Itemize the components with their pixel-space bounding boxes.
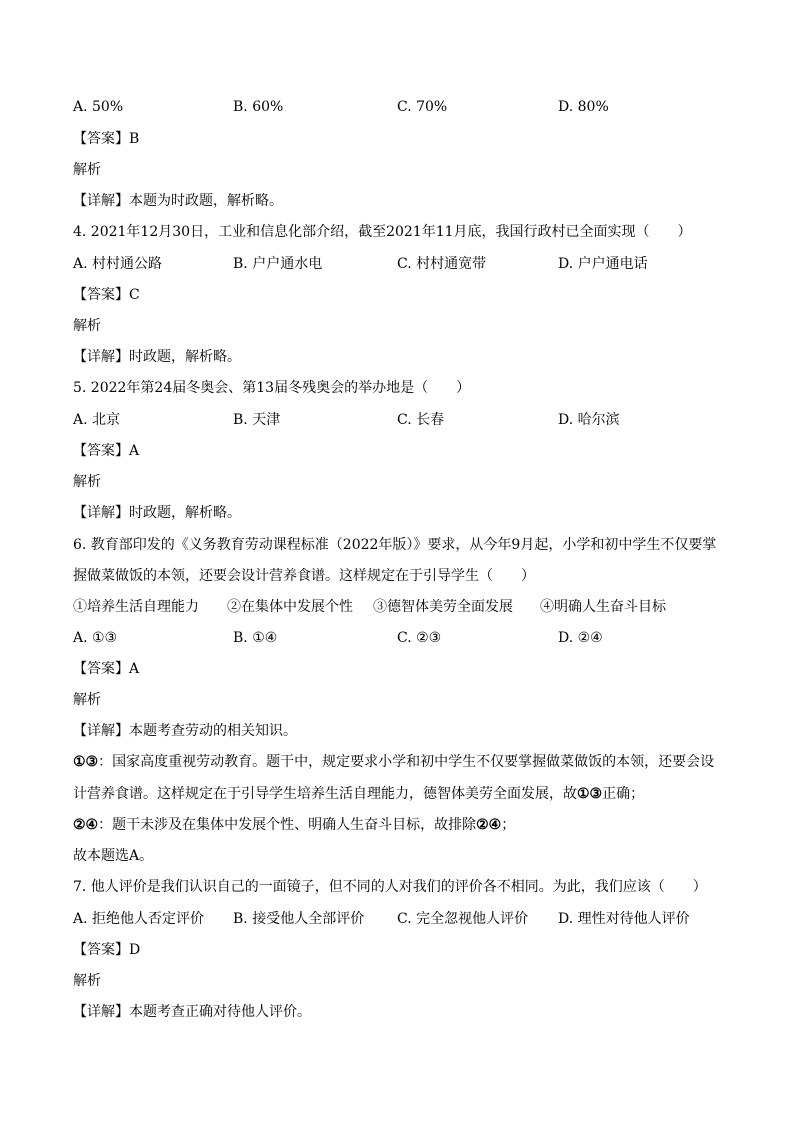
q5-stem: 5. 2022年第24届冬奥会、第13届冬残奥会的举办地是（ ） [73, 380, 471, 396]
q6-option-d: D. ②④ [558, 630, 603, 646]
q3-answer [73, 129, 139, 149]
explanation-text: 正确； [602, 786, 645, 802]
q5-option-c: C. 长春 [397, 412, 445, 428]
q6-option-a: A. ①③ [73, 630, 118, 646]
q7-analysis: 解析 [73, 973, 101, 989]
q7-detail [73, 1002, 311, 1022]
q4-detail [73, 347, 241, 367]
q7-stem: 7. 他人评价是我们认识自己的一面镜子，但不同的人对我们的评价各不相同。为此，我们应该（ ） [73, 879, 707, 895]
q7-option-c: C. 完全忽视他人评价 [397, 911, 529, 927]
detail-text: 本题考查正确对待他人评价。 [129, 1004, 311, 1020]
q6-explanation-line3 [73, 815, 515, 835]
q7-answer [73, 940, 140, 960]
q3-detail [73, 191, 283, 211]
detail-text: 本题为时政题，解析略。 [129, 193, 283, 209]
q4-option-d: D. 户户通电话 [558, 256, 648, 272]
statement-key: ②④ [73, 817, 99, 833]
q6-answer [73, 659, 139, 679]
explanation-text: ：国家高度重视劳动教育。题干中，规定要求小学和初中学生不仅要掌握做菜做饭的本领，还要会设 [98, 754, 715, 770]
detail-label: 【详解】 [73, 723, 129, 739]
answer-value: A [129, 661, 140, 677]
q6-analysis: 解析 [73, 692, 101, 708]
q4-option-c: C. 村村通宽带 [397, 256, 487, 272]
q4-stem: 4. 2021年12月30日，工业和信息化部介绍，截至2021年11月底，我国行政村已全面实现（ ） [73, 224, 692, 240]
detail-label: 【详解】 [73, 349, 129, 365]
q3-option-d: D. 80% [558, 99, 609, 115]
q6-explanation-line1 [73, 752, 714, 772]
q6-statement-4: ④明确人生奋斗目标 [540, 599, 666, 615]
q6-option-b: B. ①④ [233, 630, 278, 646]
q4-option-b: B. 户户通水电 [233, 256, 323, 272]
detail-label: 【详解】 [73, 505, 129, 521]
detail-text: 时政题，解析略。 [129, 349, 241, 365]
q3-option-b: B. 60% [233, 99, 284, 115]
q3-option-a: A. 50% [73, 99, 124, 115]
statement-key: ②④ [476, 817, 502, 833]
q6-explanation-line2 [73, 784, 644, 804]
answer-value: B [129, 131, 140, 147]
q5-detail [73, 503, 241, 523]
answer-label: 【答案】 [73, 661, 129, 677]
q7-option-a: A. 拒绝他人否定评价 [73, 911, 205, 927]
detail-label: 【详解】 [73, 193, 129, 209]
detail-text: 时政题，解析略。 [129, 505, 241, 521]
q6-statement-1: ①培养生活自理能力 [73, 599, 199, 615]
q4-analysis: 解析 [73, 318, 101, 334]
explanation-text: 计营养食谱。这样规定在于引导学生培养生活自理能力，德智体美劳全面发展，故 [73, 786, 577, 802]
detail-text: 本题考查劳动的相关知识。 [129, 723, 297, 739]
q5-analysis: 解析 [73, 474, 101, 490]
answer-label: 【答案】 [73, 942, 129, 958]
answer-label: 【答案】 [73, 287, 129, 303]
explanation-text: ； [501, 817, 516, 833]
detail-label: 【详解】 [73, 1004, 129, 1020]
q5-option-b: B. 天津 [233, 412, 281, 428]
q4-answer [73, 285, 140, 305]
q3-option-c: C. 70% [397, 99, 448, 115]
q7-option-b: B. 接受他人全部评价 [233, 911, 365, 927]
answer-value: A [129, 443, 140, 459]
q6-conclusion: 故本题选A。 [73, 848, 154, 864]
q3-analysis: 解析 [73, 162, 101, 178]
answer-value: D [129, 942, 141, 958]
q5-option-d: D. 哈尔滨 [558, 412, 620, 428]
answer-value: C [129, 287, 140, 303]
explanation-text: ：题干未涉及在集体中发展个性、明确人生奋斗目标，故排除 [98, 817, 477, 833]
q6-statement-2: ②在集体中发展个性 [227, 599, 353, 615]
q6-stem-line1: 6. 教育部印发的《义务教育劳动课程标准（2022年版）》要求，从今年9月起，小学和初中学生不仅要掌 [73, 537, 717, 553]
q5-option-a: A. 北京 [73, 412, 121, 428]
q6-statement-3: ③德智体美劳全面发展 [373, 599, 513, 615]
q7-option-d: D. 理性对待他人评价 [558, 911, 690, 927]
q6-option-c: C. ②③ [397, 630, 442, 646]
statement-key: ①③ [577, 786, 603, 802]
answer-label: 【答案】 [73, 131, 129, 147]
statement-key: ①③ [73, 754, 99, 770]
answer-label: 【答案】 [73, 443, 129, 459]
q6-detail [73, 721, 297, 741]
q6-stem-line2: 握做菜做饭的本领，还要会设计营养食谱。这样规定在于引导学生（ ） [73, 568, 535, 584]
q5-answer [73, 441, 139, 461]
q4-option-a: A. 村村通公路 [73, 256, 163, 272]
